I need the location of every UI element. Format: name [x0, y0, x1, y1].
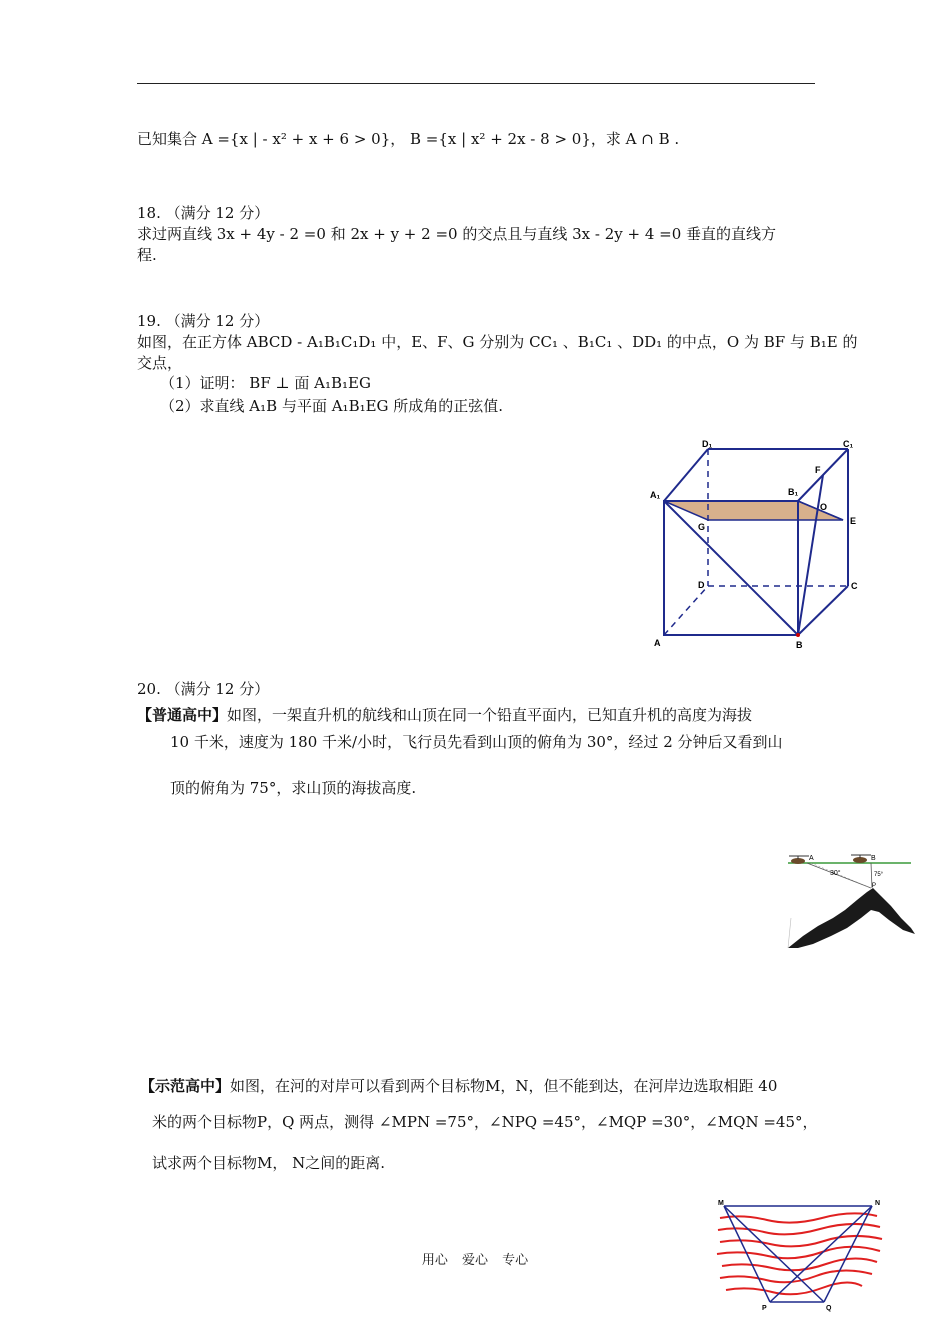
fig-label-p: P [872, 883, 877, 889]
river-label-n: N [875, 1200, 881, 1207]
problem-19-line2: 交点， [137, 354, 183, 372]
mountain-shape [788, 888, 915, 948]
problem-18-line1: 求过两直线 3x + 4y - 2 =0 和 2x + y + 2 =0 的交点且与直线 3x - 2y + 4 =0 垂直的直线方 [137, 225, 777, 243]
model-tag: 【示范高中】 [140, 1077, 231, 1095]
problem-20-ordinary-line2: 10 千米，速度为 180 千米/小时，飞行员先看到山顶的俯角为 30°，经过 2 分钟后又看到山 [170, 733, 783, 751]
problem-19-header: 19. （满分 12 分） [137, 312, 270, 330]
label-b: B [796, 640, 803, 650]
ordinary-tag: 【普通高中】 [137, 706, 228, 724]
fig-angle-75: 75° [874, 872, 884, 878]
problem-19-line1: 如图，在正方体 ABCD - A₁B₁C₁D₁ 中，E、F、G 分别为 CC₁ 、B₁C₁ 、DD₁ 的中点，O 为 BF 与 B₁E 的 [137, 333, 858, 351]
label-d1: D₁ [702, 439, 713, 449]
label-e: E [850, 516, 857, 526]
header-rule [137, 83, 815, 84]
fig-angle-30: 30° [830, 870, 841, 877]
page-footer: 用心 爱心 专心 [421, 1253, 529, 1268]
label-a1: A₁ [650, 490, 661, 500]
river-label-m: M [718, 1200, 724, 1207]
label-o: O [820, 502, 828, 512]
label-a: A [654, 638, 661, 648]
problem-20-model-line3: 试求两个目标物M， N之间的距离. [152, 1154, 386, 1172]
label-c1: C₁ [843, 439, 854, 449]
fig-label-a: A [809, 855, 814, 862]
ordinary-text1: 如图，一架直升机的航线和山顶在同一个铅直平面内，已知直升机的高度为海拔 [227, 706, 753, 724]
problem-19-part1: （1）证明： BF ⊥ 面 A₁B₁EG [160, 374, 371, 392]
problem-20-header: 20. （满分 12 分） [137, 680, 270, 698]
helicopter-mountain-figure [783, 848, 923, 950]
fig-label-b: B [871, 855, 876, 862]
helicopter-b-icon [851, 855, 871, 863]
label-b1: B₁ [788, 487, 799, 497]
label-g: G [698, 522, 706, 532]
label-f: F [815, 465, 821, 475]
problem-20-model-line2: 米的两个目标物P，Q 两点，测得 ∠MPN =75°，∠NPQ =45°，∠MQP =30°，∠MQN =45°， [152, 1113, 818, 1131]
river-label-p: P [762, 1305, 767, 1312]
problem-19-part2: （2）求直线 A₁B 与平面 A₁B₁EG 所成角的正弦值. [160, 397, 504, 415]
label-d: D [698, 580, 705, 590]
label-c: C [851, 581, 858, 591]
problem-20-ordinary-line1 [137, 705, 752, 725]
problem-17-text: 已知集合 A ={x | - x² + x + 6 > 0}， B ={x | x² + 2x - 8 > 0}，求 A ∩ B . [137, 130, 680, 148]
problem-18-line2: 程. [137, 246, 157, 264]
river-label-q: Q [826, 1305, 832, 1312]
problem-18-header: 18. （满分 12 分） [137, 204, 270, 222]
model-text1: 如图，在河的对岸可以看到两个目标物M，N，但不能到达，在河岸边选取相距 40 [230, 1077, 778, 1095]
cube-figure [648, 438, 868, 653]
problem-20-model-line1 [140, 1076, 777, 1096]
problem-20-ordinary-line3: 顶的俯角为 75°，求山顶的海拔高度. [170, 779, 417, 797]
